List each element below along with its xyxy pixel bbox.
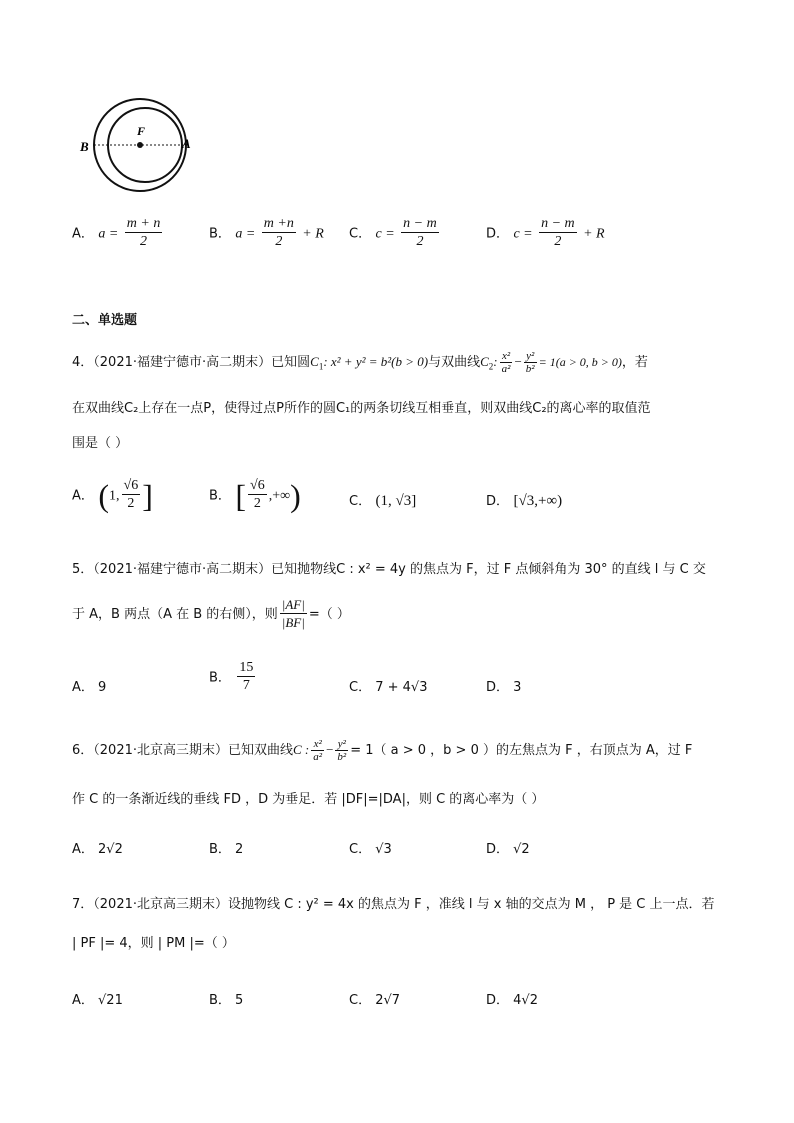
option-letter: A． (72, 488, 94, 504)
q7-text: （2021·北京高三期末）设抛物线 C : y² = 4x 的焦点为 F ，准线 l 与 x 轴的交点为 M ， P 是 C 上一点．若 (93, 897, 715, 912)
q5-number: 5． (72, 562, 94, 577)
option-lhs: c = (375, 226, 395, 242)
q7-option-a[interactable]: A． √21 (72, 993, 123, 1008)
option-value: 1, (109, 488, 120, 504)
option-letter: B． (209, 670, 231, 686)
q3-option-b[interactable] (209, 216, 324, 251)
q4-number: 4． (72, 355, 94, 370)
q6-text-tail: = 1（ a > 0 ，b > 0 ）的左焦点为 F ，右顶点为 A，过 F (350, 743, 693, 758)
q6-option-b[interactable]: B． 2 (209, 842, 244, 857)
option-letter: D． (486, 494, 510, 509)
q5-text: （2021·福建宁德市·高二期末）已知抛物线C : x² = 4y 的焦点为 F，过 F 点倾斜角为 30° 的直线 l 与 C 交 (93, 562, 706, 577)
q4-option-a[interactable] (72, 478, 153, 513)
q5-option-c[interactable]: C． 7 + 4√3 (349, 680, 428, 695)
q5-fraction: $\frac{|AF|}{|BF|}$ (281, 597, 305, 630)
option-fraction: $\frac{n - m}{2}$ (541, 216, 575, 249)
q4-line3: 围是（ ） (72, 436, 129, 451)
bracket: [ (235, 477, 247, 514)
q6-text: （2021·北京高三期末）已知双曲线 (93, 743, 293, 758)
option-fraction: $\frac{m +n}{2}$ (263, 216, 294, 249)
q6-frac-y: $\frac{\text{y²}}{\text{b²}}$ (337, 738, 347, 763)
option-tail: + R (302, 226, 324, 242)
q5-text-tail: =（ ） (308, 607, 350, 622)
q4-option-b[interactable] (209, 478, 301, 513)
q4-eq1: : x² + y² = b²(b > 0) (323, 354, 429, 369)
option-lhs: a = (98, 226, 119, 242)
q6-line2: 作 C 的一条渐近线的垂线 FD ，D 为垂足．若 |DF|=|DA|，则 C 的离心率为（ ） (72, 792, 545, 807)
q6-option-c[interactable]: C． √3 (349, 842, 392, 857)
q6-frac-x: $\frac{\text{x²}}{\text{a²}}$ (313, 738, 323, 763)
q5-option-a[interactable]: A． 9 (72, 680, 107, 695)
label-f: F (137, 124, 146, 138)
option-letter: B． (209, 488, 231, 504)
option-fraction: $\frac{√6}{2}$ (123, 478, 139, 511)
q4-option-c[interactable] (349, 490, 416, 510)
bracket: ( (98, 477, 110, 514)
q4-tail1: ，若 (621, 355, 648, 370)
option-lhs: a = (235, 226, 256, 242)
q3-option-d[interactable] (486, 216, 605, 251)
q4-c1: C (310, 354, 319, 369)
q6-c: C : (293, 742, 310, 757)
q3-option-c[interactable] (349, 216, 441, 251)
ellipse-orbit-figure (78, 95, 208, 195)
q4-c2: C (480, 354, 489, 369)
q4-line2: 在双曲线C₂上存在一点P，使得过点P所作的圆C₁的两条切线互相垂直，则双曲线C₂的离心率的取值范 (72, 401, 651, 416)
q4-colon: : (493, 354, 498, 369)
option-letter: C． (349, 494, 372, 509)
option-value: [√3,+∞) (513, 493, 563, 509)
option-value: ,+∞ (268, 488, 291, 504)
option-lhs: c = (513, 226, 533, 242)
q6-line1: 6．（2021·北京高三期末）已知双曲线C : $\frac{\text{x²}}{\text{a²}}$ − $\frac{\text{y²}}{\text{b²}}$ = 1（ a > 0 ，b > 0 ）的左焦点为 F ，右顶点为 A，过 F (72, 738, 693, 763)
bracket: ] (142, 477, 153, 514)
q4-mid: 与双曲线 (428, 355, 481, 370)
q5-option-b[interactable] (209, 660, 257, 695)
q4-frac-y: $\frac{\text{y²}}{\text{b²}}$ (525, 350, 535, 375)
q4-line1: 4．（2021·福建宁德市·高二期末）已知圆$C_1$: x² + y² = b²(b > 0)与双曲线$C_2$: $\frac{\text{x²}}{\text{a²}}$ − $\frac{\text{y²}}{\text{b²}}$ = 1(a > 0, b > 0)，若 (72, 350, 648, 375)
q3-option-a[interactable] (72, 216, 164, 251)
q7-line2: | PF |= 4，则 | PM |=（ ） (72, 936, 235, 951)
q7-option-b[interactable]: B． 5 (209, 993, 244, 1008)
label-b: B (80, 139, 89, 154)
focus-point (137, 142, 143, 148)
q5-line2 (72, 597, 350, 632)
q5-line1 (72, 558, 706, 577)
q7-number: 7． (72, 897, 94, 912)
option-fraction: $\frac{n - m}{2}$ (403, 216, 437, 249)
bracket: ) (290, 477, 301, 514)
q5-text: 于 A，B 两点（A 在 B 的右侧），则 (72, 607, 278, 622)
option-fraction: $\frac{m + n}{2}$ (126, 216, 161, 249)
option-fraction: $\frac{15}{7}$ (239, 660, 254, 693)
q7-line1 (72, 893, 715, 912)
section-heading: 二、单选题 (72, 313, 138, 328)
q4-option-d[interactable] (486, 490, 562, 510)
option-letter: D． (486, 226, 510, 242)
q7-option-d[interactable]: D． 4√2 (486, 993, 538, 1008)
option-value: (1, √3] (375, 493, 417, 509)
q5-option-d[interactable]: D． 3 (486, 680, 522, 695)
q4-source: （2021·福建宁德市·高二期末）已知圆 (93, 355, 311, 370)
q4-frac-x: $\frac{\text{x²}}{\text{a²}}$ (501, 350, 511, 375)
q6-option-a[interactable]: A． 2√2 (72, 842, 123, 857)
option-letter: B． (209, 226, 231, 242)
option-letter: A． (72, 226, 94, 242)
option-letter: C． (349, 226, 372, 242)
option-fraction: $\frac{√6}{2}$ (250, 478, 265, 511)
q7-option-c[interactable]: C． 2√7 (349, 993, 401, 1008)
option-tail: + R (583, 226, 605, 242)
q6-option-d[interactable]: D． √2 (486, 842, 530, 857)
q4-eq2tail: = 1(a > 0, b > 0) (538, 355, 622, 369)
label-a: A (182, 136, 191, 151)
q6-number: 6． (72, 743, 94, 758)
